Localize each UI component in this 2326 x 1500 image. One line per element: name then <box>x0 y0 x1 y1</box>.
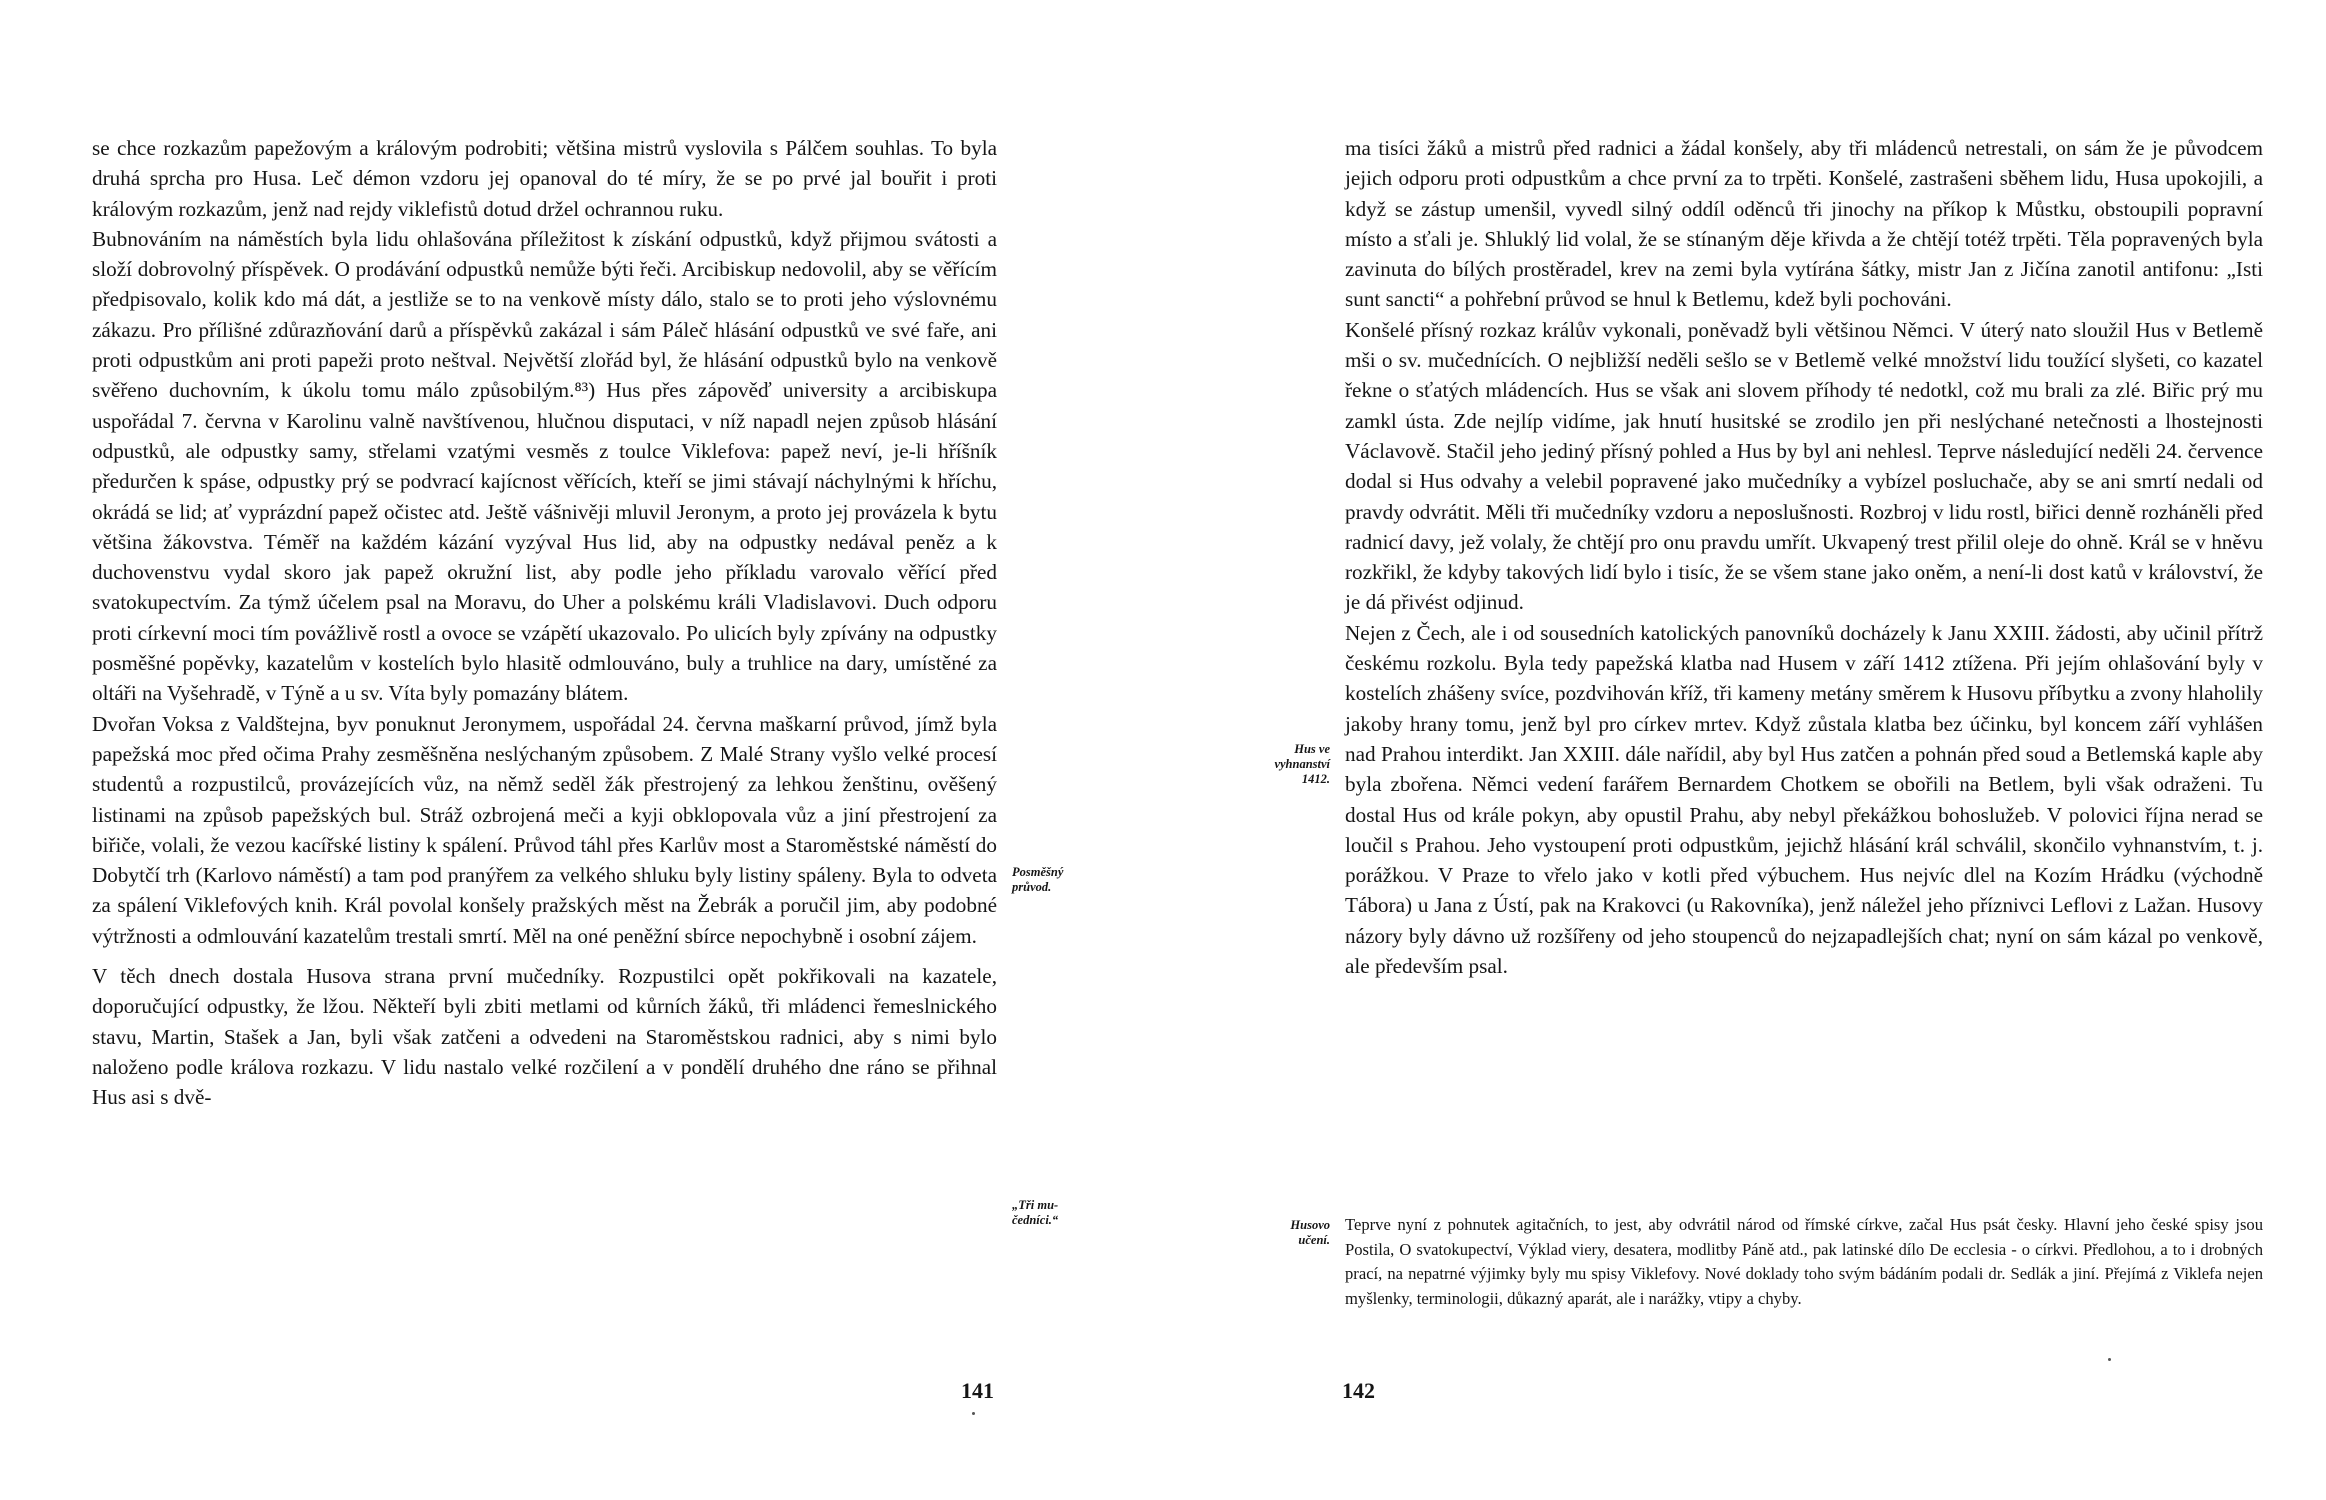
left-page-body <box>92 133 997 1113</box>
margin-note-posmesny-pruvod: Posměšný průvod. <box>1012 865 1064 894</box>
right-page-small-print <box>1345 1213 2263 1311</box>
margin-note-husovo-uceni: Husovo učení. <box>1290 1218 1330 1247</box>
page-number-left: 141 <box>961 1378 994 1403</box>
left-paragraph-4: V těch dnech dostala Husova strana první mučedníky. Rozpustilci opět pokřikovali na kazatele, doporučující odpustky, že lžou. Někteří byli zbiti metlami od kůrních žáků, tři mládenci řemeslnického stavu, Martin, Stašek a Jan, byli však zatčeni a odvedeni na Staroměstskou radnici, aby s nimi bylo naloženo podle králova rozkazu. V lidu nastalo velké rozčilení a v pondělí druhého dne ráno se přihnal Hus asi s dvě- <box>92 964 997 1110</box>
print-speck <box>2108 1358 2111 1361</box>
left-paragraph-3: Dvořan Voksa z Valdštejna, byv ponuknut Jeronymem, uspořádal 24. června maškarní průvod, jímž byla papežská moc před očima Prahy zesměšněna neslýchaným způsobem. Z Malé Strany vyšlo velké procesí studentů a rozpustilců, provázejících vůz, na němž seděl žák přestrojený za lehkou ženštinu, ověšený listinami na způsob papežských bul. Stráž ozbrojená meči a kyji obklopovala vůz a jiní přestrojení za biřiče, volali, že vezou kacířské listiny k spálení. Průvod táhl přes Karlův most a Staroměstské náměstí do Dobytčí trh (Karlovo náměstí) a tam pod pranýřem za velkého shluku byly listiny spáleny. Byla to odveta za spálení Viklefových knih. Král povolal konšely pražských měst na Žebrák a poručil jim, aby podobné výtržnosti a odmlouvání kazatelům trestali smrtí. Měl na oné peněžní sbírce nepochybně i osobní zájem. <box>92 711 997 948</box>
right-small-paragraph: Teprve nyní z pohnutek agitačních, to jest, aby odvrátil národ od římské církve, začal Hus psát česky. Hlavní jeho české spisy jsou Postila, O svatokupectví, Výklad viery, desatera, modlitby Páně atd., pak latinské dílo De ecclesia - o církvi. Předlohou, a to i drobných prací, na nepatrné výjimky byly mu spisy Viklefovy. Nové doklady toho svým bádáním podali dr. Sedlák a jiní. Přejímá z Viklefa nejen myšlenky, terminologii, důkazný aparát, ale i narážky, vtipy a chyby. <box>1345 1215 2263 1308</box>
margin-note-tri-mucednici: „Tři mu- čedníci.“ <box>1012 1198 1059 1227</box>
right-paragraph-3: Nejen z Čech, ale i od sousedních katolických panovníků docházely k Janu XXIII. žádosti, aby učinil přítrž českému rozkolu. Byla tedy papežská klatba nad Husem v září 1412 ztížena. Při jejím ohlašování byly v kostelích zhášeny svíce, pozdvihován kříž, tři kameny metány směrem k Husovu příbytku a zvony hlaholily jakoby hrany tomu, jenž byl pro církev mrtev. Když zůstala klatba bez účinku, byl koncem září vyhlášen nad Prahou interdikt. Jan XXIII. dále nařídil, aby byl Hus zatčen a pohnán před soud a Betlemská kaple aby byla zbořena. Němci vedení farářem Bernardem Chotkem se obořili na Betlem, byli však odraženi. Tu dostal Hus od krále pokyn, aby opustil Prahu, aby nebyl překážkou bohoslužeb. V polovici října nerad se loučil s Prahou. Jeho vystoupení proti odpustkům, jejichž hlásání král schválil, skončilo vyhnanstvím, t. j. porážkou. V Praze to vřelo jako v kotli před výbuchem. Hus nejvíc dlel na Kozím Hrádku (východně Tábora) u Jana z Ústí, pak na Krakovci (u Rakovníka), jenž náležel jeho příznivci Leflovi z Lažan. Husovy názory byly dávno už rozšířeny od jeho stoupenců do nejzapadlejších chat; nyní on sám kázal po venkově, ale především psal. <box>1345 620 2263 979</box>
print-speck <box>972 1412 975 1415</box>
right-paragraph-1: ma tisíci žáků a mistrů před radnici a žádal konšely, aby tři mládenců netrestali, on sám že je původcem jejich odporu proti odpustkům a chce první za to trpěti. Konšelé, zastrašeni sběhem lidu, Husa upokojili, a když se zástup umenšil, vyvedl silný oddíl oděnců tři jinochy na příkop k Můstku, obstoupili popravní místo a sťali je. Shluklý lid volal, že se stínaným děje křivda a že chtějí totéž trpěti. Těla popravených byla zavinuta do bílých prostěradel, krev na zemi byla vytírána šátky, mistr Jan z Jičína zanotil antifonu: „Isti sunt sancti“ a pohřební průvod se hnul k Betlemu, kdež byli pochováni. <box>1345 136 2263 312</box>
right-page-body <box>1345 133 2263 981</box>
left-paragraph-1: se chce rozkazům papežovým a královým podrobiti; většina mistrů vyslovila s Pálčem souhlas. To byla druhá sprcha pro Husa. Leč démon vzdoru jej opanoval do té míry, že se po prvé jal bouřit i proti královým rozkazům, jenž nad rejdy viklefistů dotud držel ochrannou ruku. <box>92 136 997 221</box>
right-page <box>1163 0 2326 1500</box>
left-paragraph-2: Bubnováním na náměstích byla lidu ohlašována příležitost k získání odpustků, když přijmou svátosti a složí dobrovolný příspěvek. O prodávání odpustků nemůže býti řeči. Arcibiskup nedovolil, aby se věřícím předpisovalo, kolik kdo má dát, a jestliže se to na venkově místy dálo, stalo se to proti jeho výslovnému zákazu. Pro přílišné zdůrazňování darů a příspěvků zakázal i sám Páleč hlásání odpustků ve své faře, ani proti odpustkům ani proti papeži proto neštval. Největší zlořád byl, že hlásání odpustků bylo na venkově svěřeno duchovním, k úkolu tomu málo způsobilým.⁸³) Hus přes zápověď university a arcibiskupa uspořádal 7. června v Karolinu valně navštívenou, hlučnou disputaci, v níž napadl nejen způsob hlásání odpustků, ale odpustky samy, střelami vzatými vesměs z toulce Viklefova: papež neví, je-li hříšník předurčen k spáse, odpustky prý se podvrací kajícnost věřících, kteří se jimi stávají náchylnými k hříchu, okrádá se lid; ať vyprázdní papež očistec atd. Ještě vášnivěji mluvil Jeronym, a proto jej provázela k bytu většina žákovstva. Téměř na každém kázání vyzýval Hus lid, aby na odpustky nedával peněz a k duchovenstvu vydal skoro jak papež okružní list, aby podle jeho příkladu varovalo věřící před svatokupectvím. Za týmž účelem psal na Moravu, do Uher a polskému králi Vladislavovi. Duch odporu proti církevní moci tím povážlivě rostl a ovoce se vzápětí ukazovalo. Po ulicích byly zpívány na odpustky posměšné popěvky, kazatelům v kostelích bylo hlasitě odmlouváno, buly a truhlice na dary, umístěné za oltáři na Vyšehradě, v Týně a u sv. Víta byly pomazány blátem. <box>92 226 997 706</box>
right-paragraph-2: Konšelé přísný rozkaz králův vykonali, poněvadž byli většinou Němci. V úterý nato sloužil Hus v Betlemě mši o sv. mučednících. O nejbližší neděli sešlo se v Betlemě velké množství lidu toužící slyšeti, co kazatel řekne o sťatých mládencích. Hus se však ani slovem příhody té nedotkl, což mu brali za zlé. Biřic prý mu zamkl ústa. Zde nejlíp vidíme, jak hnutí husitské se zrodilo jen při neslýchané netečnosti a lhostejnosti Václavově. Stačil jeho jediný přísný pohled a Hus by byl ani nehlesl. Teprve následující neděli 24. července dodal si Hus odvahy a velebil popravené jako mučedníky a vybízel posluchače, aby se ani smrtí nedali od pravdy odvrátit. Měli tři mučedníky vzdoru a neposlušnosti. Rozbroj v lidu rostl, biřici denně rozháněli před radnicí davy, jež volaly, že chtějí pro onu pravdu umřít. Ukvapený trest přilil oleje do ohně. Král se v hněvu rozkřikl, že kdyby takových lidí bylo i tisíc, že se všem stane jako oněm, a není-li dost katů v království, že je dá přivést odjinud. <box>1345 317 2263 615</box>
page-number-right: 142 <box>1342 1378 1375 1403</box>
margin-note-hus-ve-vyhnanstvi: Hus ve vyhnanství 1412. <box>1274 742 1330 786</box>
